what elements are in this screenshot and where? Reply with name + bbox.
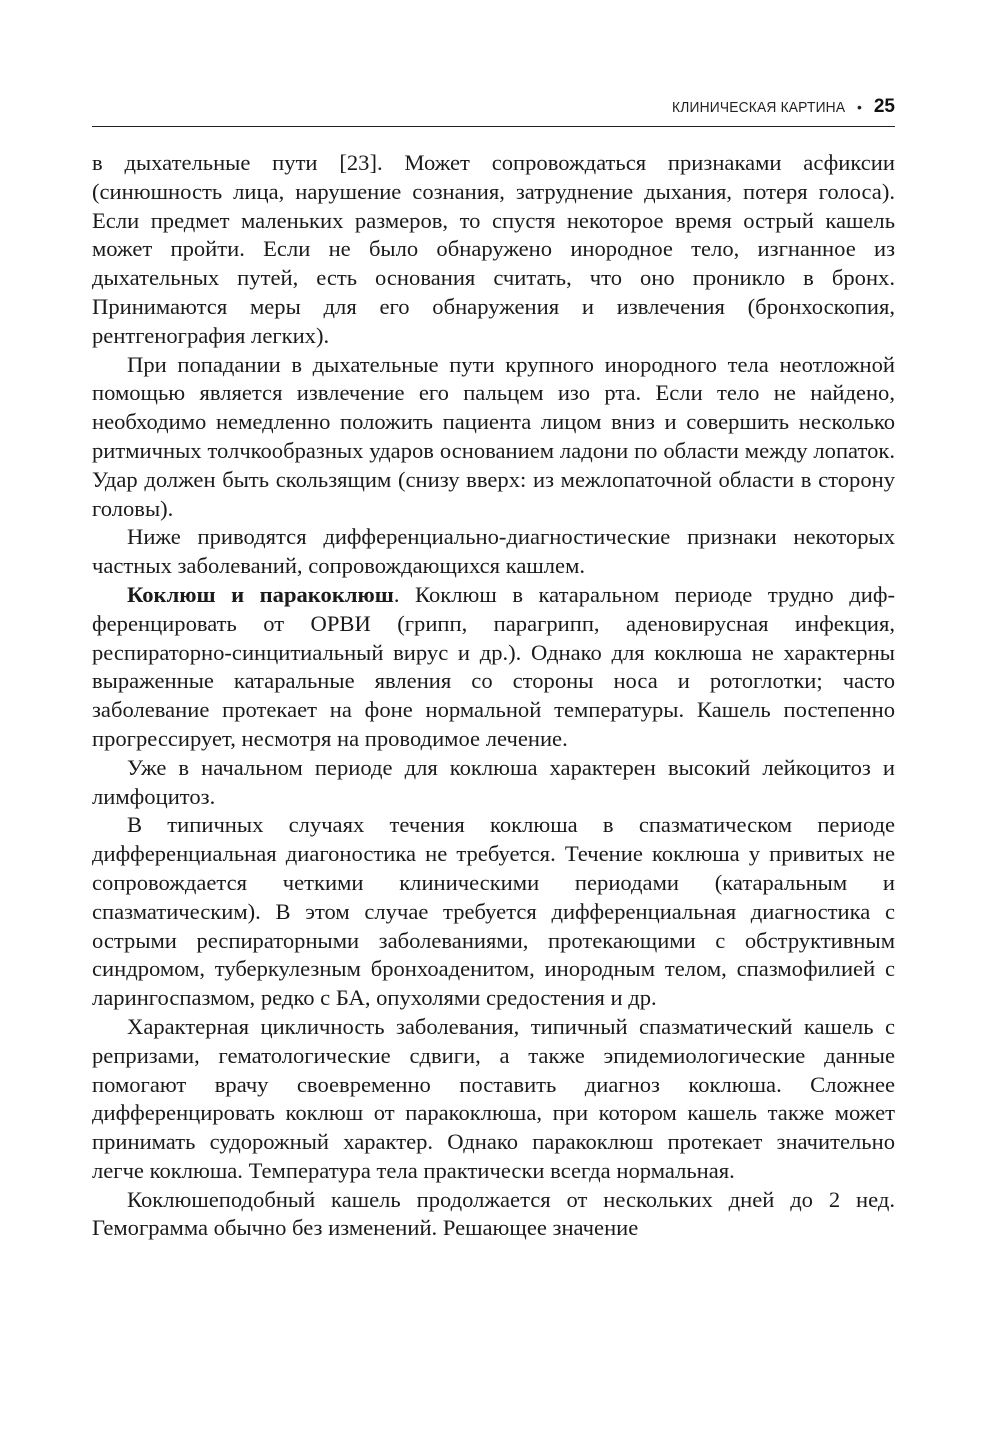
- paragraph-text: в дыхательные пути [23]. Может сопровождаться признаками асфиксии (синюшность лица, нарушение сознания, затруднение дыхания, потеря голоса). Если предмет маленьких размеров, то спустя некоторое время острый кашель может пройти. Если не было обнаружено инородное тело, изгнанное из дыхательных путей, есть основания считать, что оно проникло в бронх. Принимаются меры для его обнаружения и извлечения (бронхоскопия, рентгенография легких).: [92, 150, 895, 348]
- paragraph-text: . Коклюш в катаральном периоде трудно дифференцировать от ОРВИ (грипп, парагрипп, аденовирусная инфекция, респираторно-синцитиальный вирус и др.). Однако для коклюша не характерны выраженные катаральные явления со стороны носа и ротоглотки; часто заболевание протекает на фоне нормальной температуры. Кашель постепенно прогрессирует, несмотря на проводимое лечение.: [92, 581, 895, 751]
- paragraph-foreign-body: [92, 351, 895, 524]
- paragraph-text: Уже в начальном периоде для коклюша характерен высокий лейкоцитоз и лимфоцитоз.: [92, 754, 895, 809]
- paragraph-text: Коклюшеподобный кашель продолжается от нескольких дней до 2 нед. Гемограмма обычно без изменений. Решающее значение: [92, 1186, 895, 1241]
- paragraph-cough-duration: [92, 1186, 895, 1244]
- paragraph-text: При попадании в дыхательные пути крупного инородного тела неотложной помощью является извлечение его пальцем изо рта. Если тело не найдено, необходимо немедленно положить пациента лицом вниз и совершить несколько ритмичных толчкообразных ударов основанием ладони по области между лопаток. Удар должен быть скользящим (снизу вверх: из межлопаточной области в сторону головы).: [92, 351, 895, 521]
- paragraph-intro: [92, 523, 895, 581]
- book-page: [92, 96, 895, 1243]
- paragraph-text: Ниже приводятся дифференциально-диагностические признаки некоторых частных заболеваний, сопровождающихся кашлем.: [92, 524, 895, 579]
- paragraph-cyclicity: [92, 1013, 895, 1186]
- running-header: [92, 96, 895, 127]
- paragraph-continuation: [92, 149, 895, 351]
- paragraph-pertussis: [92, 581, 895, 754]
- section-title: КЛИНИЧЕСКАЯ КАРТИНА: [671, 99, 845, 116]
- page-number: 25: [873, 96, 895, 117]
- paragraph-text: В типичных случаях течения коклюша в спазматическом периоде дифференциальная диагоностика не требуется. Течение коклюша у привитых не сопровождается четкими клиническими периодами (катаральным и спазматическим). В этом случае требуется дифференциальная диагностика с острыми респираторными заболеваниями, протекающими с обструктивным синдромом, туберкулезным бронхоаденитом, инородным телом, спазмофилией с ларингоспазмом, редко с БА, опухолями средостения и др.: [92, 812, 895, 1011]
- body-text: [92, 149, 895, 1243]
- header-bullet: •: [856, 99, 862, 115]
- paragraph-leukocytosis: [92, 754, 895, 812]
- paragraph-lead-heading: Коклюш и паракоклюш: [127, 581, 394, 607]
- paragraph-text: Характерная цикличность заболевания, типичный спазматический кашель с репризами, гематологические сдвиги, а также эпидемиологические данные помогают врачу своевременно поставить диагноз коклюша. Сложнее дифференцировать коклюш от паракоклюша, при котором кашель также может принимать судорожный характер. Однако паракоклюш протекает значительно легче коклюша. Температура тела практически всегда нормальная.: [92, 1013, 895, 1183]
- paragraph-typical-cases: [92, 811, 895, 1013]
